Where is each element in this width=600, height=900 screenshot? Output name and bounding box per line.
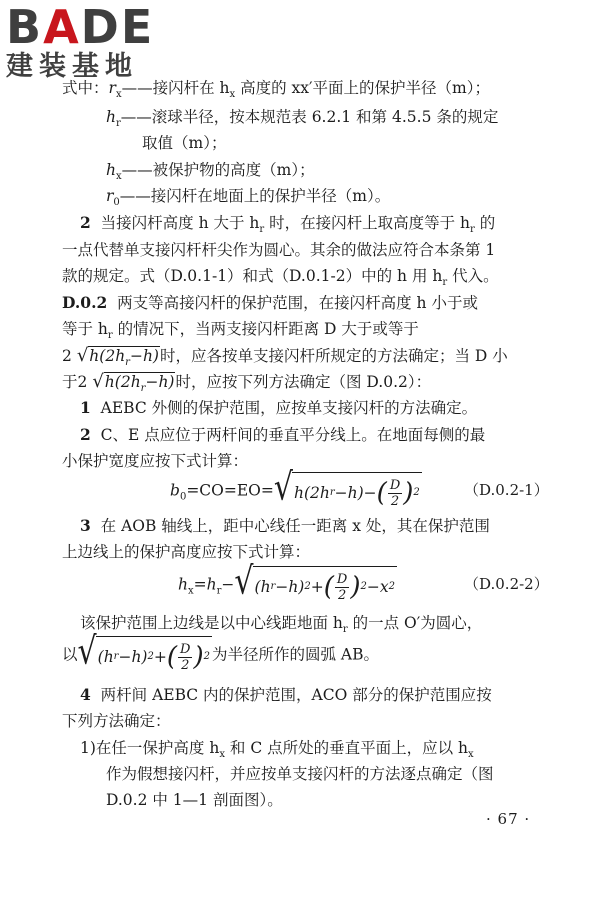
page-number: · 67 · bbox=[486, 810, 531, 828]
sub1-line2: 作为假想接闪杆，并应按单支接闪杆的方法逐点确定（图 bbox=[106, 765, 494, 783]
definition-r0: $r_0——$接闪杆在地面上的保护半径（m）。 bbox=[106, 187, 391, 209]
sub1-line1: 1)在任一保护高度 $h_x$ 和 C 点所处的垂直平面上，应以 $h_x$ bbox=[80, 739, 474, 761]
equation-number-d021: （D.0.2-1） bbox=[464, 481, 549, 499]
d02-line1: D.0.2 两支等高接闪杆的保护范围，在接闪杆高度 h 小于或 bbox=[62, 293, 478, 312]
item3-line2: 上边线上的保护高度应按下式计算： bbox=[62, 543, 311, 561]
item4-line1: 4 两杆间 AEBC 内的保护范围，ACO 部分的保护范围应按 bbox=[80, 685, 492, 704]
d02-line3: 2 $√h(2h_r-h)$时，应各按单支接闪杆所规定的方法确定；当 D 小 bbox=[62, 345, 508, 369]
logo-wordmark: BADE bbox=[6, 0, 155, 54]
definition-hr-cont: 取值（m）； bbox=[142, 134, 227, 152]
d02-line2: 等于 $h_r$ 的情况下，当两支接闪杆距离 D 大于或等于 bbox=[62, 320, 419, 342]
d02-line4: 于2 $√h(2h_r-h)$时，应按下列方法确定（图 D.0.2）： bbox=[62, 371, 432, 395]
item2-line1: 2 C、E 点应位于两杆间的垂直平分线上。在地面每侧的最 bbox=[80, 425, 486, 444]
equation-number-d022: （D.0.2-2） bbox=[464, 575, 549, 593]
equation-d022: $h_x=h_r-$ √ (h r −h) 2 + ( $\frac{D}{2}$ ) 2 −x 2 bbox=[178, 559, 395, 604]
definition-hx: $h_x——$被保护物的高度（m）； bbox=[106, 161, 315, 183]
para2-line2: 一点代替单支接闪杆杆尖作为圆心。其余的做法应符合本条第 1 bbox=[62, 241, 496, 259]
logo-subtitle: 建装基地 bbox=[6, 51, 138, 82]
item3-line1: 3 在 AOB 轴线上，距中心线任一距离 x 处，其在保护范围 bbox=[80, 516, 490, 535]
logo bbox=[6, 0, 176, 82]
sub1-line3: D.0.2 中 1—1 剖面图）。 bbox=[106, 791, 283, 809]
definition-rx: 式中：$r_x——$接闪杆在 $h_x$ 高度的 xx′平面上的保护半径（m）； bbox=[62, 79, 490, 101]
equation-d021: $b_0=CO=EO=$ √ h(2h r −h)− ( $\frac{D}{2}$ ) 2 bbox=[170, 465, 420, 510]
para2-line3: 款的规定。式（D.0.1-1）和式（D.0.1-2）中的 h 用 $h_r$ 代入。 bbox=[62, 267, 499, 289]
para2-line1: 2 当接闪杆高度 h 大于 $h_r$ 时，在接闪杆上取高度等于 $h_r$ 的 bbox=[80, 213, 496, 236]
item4-line2: 下列方法确定： bbox=[62, 712, 171, 730]
item1: 1 AEBC 外侧的保护范围，应按单支接闪杆的方法确定。 bbox=[80, 398, 478, 417]
arc-line1: 该保护范围上边线是以中心线距地面 $h_r$ 的一点 O′为圆心， bbox=[80, 614, 483, 636]
arc-line2: 以 √ (h r −h) 2 + ( $\frac{D}{2}$ ) 2 为半径所作的圆弧 AB。 bbox=[62, 629, 379, 674]
item2-line2: 小保护宽度应按下式计算： bbox=[62, 452, 249, 470]
definition-hr: $h_r——$滚球半径，按本规范表 6.2.1 和第 4.5.5 条的规定 bbox=[106, 108, 499, 130]
